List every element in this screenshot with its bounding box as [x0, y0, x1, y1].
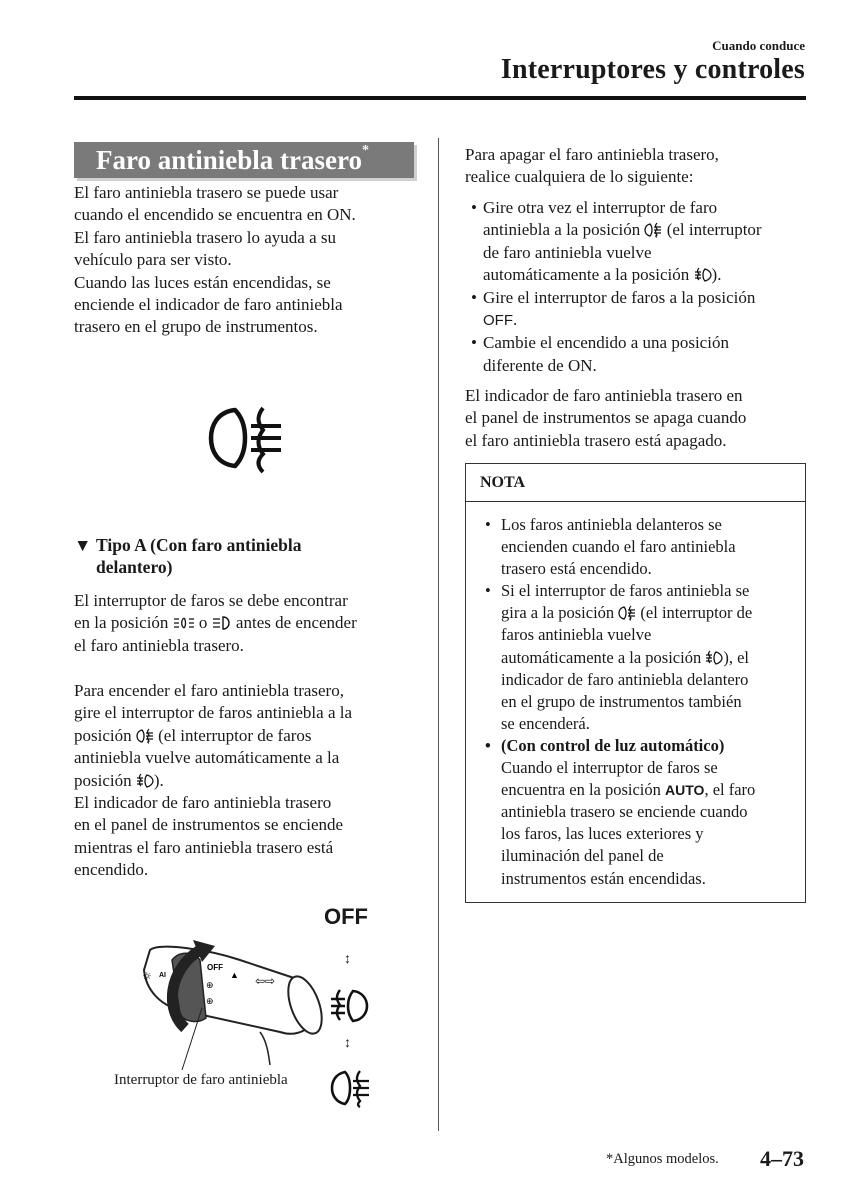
switch-arrow-icon: ↕ — [344, 952, 351, 967]
text-line: se encenderá. — [501, 713, 590, 733]
text-fragment: antiniebla a la posición — [483, 220, 645, 240]
text-fragment: encuentra en la posición — [501, 780, 666, 800]
subheading — [74, 534, 302, 579]
text-fragment: o — [194, 613, 212, 633]
bullet-icon: • — [471, 333, 477, 353]
list-item — [465, 332, 810, 377]
note-box — [465, 463, 806, 903]
rear-fog-light-icon — [136, 728, 154, 744]
paragraph-turn-on — [74, 680, 424, 882]
bullet-icon: • — [485, 735, 491, 755]
text-line: el panel de instrumentos se apaga cuando — [465, 408, 747, 428]
switch-arrow-icon: ↕ — [344, 1036, 351, 1051]
text-line: Gire otra vez el interruptor de faro — [483, 198, 718, 217]
text-line: trasero está encendido. — [501, 559, 652, 579]
text-line: Para encender el faro antiniebla trasero, — [74, 681, 344, 700]
text-line: el faro antiniebla trasero está apagado. — [465, 430, 727, 450]
text-fragment: (el interruptor de faros — [153, 725, 312, 745]
rear-fog-light-icon — [329, 1068, 371, 1113]
text-line — [74, 612, 424, 634]
text-line: El faro antiniebla trasero se puede usar — [74, 183, 339, 202]
text-line: cuando el encendido se encuentra en ON. — [74, 205, 356, 225]
text-fragment: (el interruptor — [662, 220, 762, 240]
text-line: iluminación del panel de — [501, 846, 664, 866]
text-line: instrumentos están encendidas. — [501, 868, 706, 888]
text-fragment: en la posición — [74, 613, 173, 633]
text-line: El interruptor de faros se debe encontrar — [74, 591, 348, 610]
text-fragment: gira a la posición — [501, 603, 619, 623]
text-line: antiniebla trasero se enciende cuando — [501, 802, 748, 822]
text-line: Para apagar el faro antiniebla trasero, — [465, 145, 719, 164]
text-line: de faro antiniebla vuelve — [483, 242, 652, 262]
text-line — [501, 602, 807, 624]
text-line: realice cualquiera de lo siguiente: — [465, 167, 694, 187]
text-fragment: ). — [711, 265, 722, 285]
section-title-text: Faro antiniebla trasero — [96, 145, 362, 175]
text-fragment: ), el — [723, 647, 749, 667]
list-item — [466, 580, 807, 735]
section-title-mark: * — [361, 143, 369, 158]
text-fragment: (el interruptor de — [636, 603, 753, 623]
footnote — [606, 1151, 719, 1168]
bullet-icon: • — [485, 515, 491, 534]
text-fragment: posición — [74, 770, 136, 790]
paragraph-indicator-off — [465, 385, 810, 452]
bullet-icon: • — [471, 287, 477, 307]
text-line — [501, 779, 807, 801]
footnote-text: Algunos modelos. — [613, 1151, 719, 1167]
text-line — [74, 770, 424, 792]
list-item — [465, 287, 810, 333]
text-fragment: antes de encender — [231, 613, 357, 633]
text-line: en el panel de instrumentos se enciende — [74, 815, 344, 835]
text-line: Cuando las luces están encendidas, se — [74, 272, 331, 292]
footnote-mark: * — [606, 1151, 614, 1167]
text-fragment: posición — [74, 725, 136, 745]
note-list — [466, 514, 807, 890]
front-fog-light-icon — [136, 773, 154, 789]
text-line — [483, 309, 810, 332]
svg-text:⇦⇨: ⇦⇨ — [255, 974, 276, 988]
parking-light-icon — [173, 615, 195, 631]
fog-light-switch-illustration — [110, 900, 330, 1075]
text-line — [483, 219, 810, 241]
text-line: Gire el interruptor de faros a la posición — [483, 287, 756, 307]
text-line: gire el interruptor de faros antiniebla a la — [74, 703, 353, 723]
switch-auto-marking: AI — [159, 972, 166, 979]
rear-fog-light-icon — [644, 222, 662, 238]
rear-fog-light-icon — [205, 400, 285, 481]
text-line: en el grupo de instrumentos también — [501, 691, 742, 711]
svg-text:⊕: ⊕ — [206, 996, 214, 1006]
header-rule — [74, 96, 806, 100]
paragraph-switch-position — [74, 590, 424, 657]
text-line — [483, 264, 810, 286]
svg-text:⊕: ⊕ — [206, 980, 214, 990]
illustration-caption: Interruptor de faro antiniebla — [114, 1072, 288, 1088]
text-line: antiniebla vuelve automáticamente a la — [74, 748, 340, 768]
text-fragment: automáticamente a la posición — [483, 265, 694, 285]
svg-text:☼: ☼ — [142, 970, 152, 983]
text-line: los faros, las luces exteriores y — [501, 824, 704, 844]
front-fog-light-icon — [694, 267, 712, 283]
text-fragment: , el faro — [704, 780, 756, 800]
bullet-icon: • — [471, 198, 477, 217]
text-line: faros antiniebla vuelve — [501, 625, 652, 645]
front-fog-light-icon — [705, 650, 723, 666]
text-line: Cambie el encendido a una posición — [483, 333, 729, 353]
section-title — [74, 142, 414, 178]
list-item — [466, 735, 807, 890]
triangle-marker-icon: ▼ — [74, 535, 92, 555]
list-item — [466, 514, 807, 580]
text-fragment: . — [513, 310, 518, 330]
rear-fog-light-icon — [618, 605, 636, 621]
svg-text:▲: ▲ — [230, 970, 239, 980]
auto-position-label: AUTO — [665, 782, 705, 799]
switch-off-marking: OFF — [207, 963, 223, 972]
intro-paragraph — [74, 182, 424, 339]
page-number: 4–73 — [760, 1146, 804, 1171]
switch-off-label: OFF — [324, 904, 368, 929]
list-item — [465, 197, 810, 287]
text-line — [74, 725, 424, 747]
text-fragment: automáticamente a la posición — [501, 647, 706, 667]
text-line: encienden cuando el faro antiniebla — [501, 537, 736, 557]
text-line: el faro antiniebla trasero. — [74, 635, 244, 655]
text-line: Si el interruptor de faros antiniebla se — [501, 581, 750, 601]
front-fog-light-icon — [329, 986, 369, 1031]
paragraph-turn-off — [465, 144, 810, 189]
text-line: encendido. — [74, 860, 149, 880]
text-line: diferente de ON. — [483, 355, 597, 375]
subheading-line-2: delantero) — [96, 557, 173, 578]
text-line: Los faros antiniebla delanteros se — [501, 515, 722, 534]
subheading-line-1: Tipo A (Con faro antiniebla — [96, 535, 302, 555]
text-line — [501, 647, 807, 669]
text-line: trasero en el grupo de instrumentos. — [74, 317, 318, 337]
text-fragment: ). — [153, 770, 164, 790]
bullet-icon: • — [485, 581, 491, 601]
text-line: El faro antiniebla trasero lo ayuda a su — [74, 227, 336, 247]
headlight-icon — [212, 615, 232, 631]
column-divider — [438, 138, 439, 1131]
text-line: (Con control de luz automático) — [501, 735, 725, 755]
text-line: Cuando el interruptor de faros se — [501, 758, 718, 778]
off-position-label: OFF — [483, 312, 513, 330]
text-line: El indicador de faro antiniebla trasero en — [465, 386, 743, 405]
text-line: El indicador de faro antiniebla trasero — [74, 793, 332, 813]
turn-off-list — [465, 197, 810, 377]
section-label: Cuando conduce — [712, 38, 805, 53]
note-heading: NOTA — [466, 464, 805, 502]
text-line: vehículo para ser visto. — [74, 250, 232, 270]
page-title: Interruptores y controles — [500, 54, 805, 85]
text-line: indicador de faro antiniebla delantero — [501, 669, 749, 689]
text-line: enciende el indicador de faro antiniebla — [74, 295, 343, 315]
text-line: mientras el faro antiniebla trasero está — [74, 837, 334, 857]
